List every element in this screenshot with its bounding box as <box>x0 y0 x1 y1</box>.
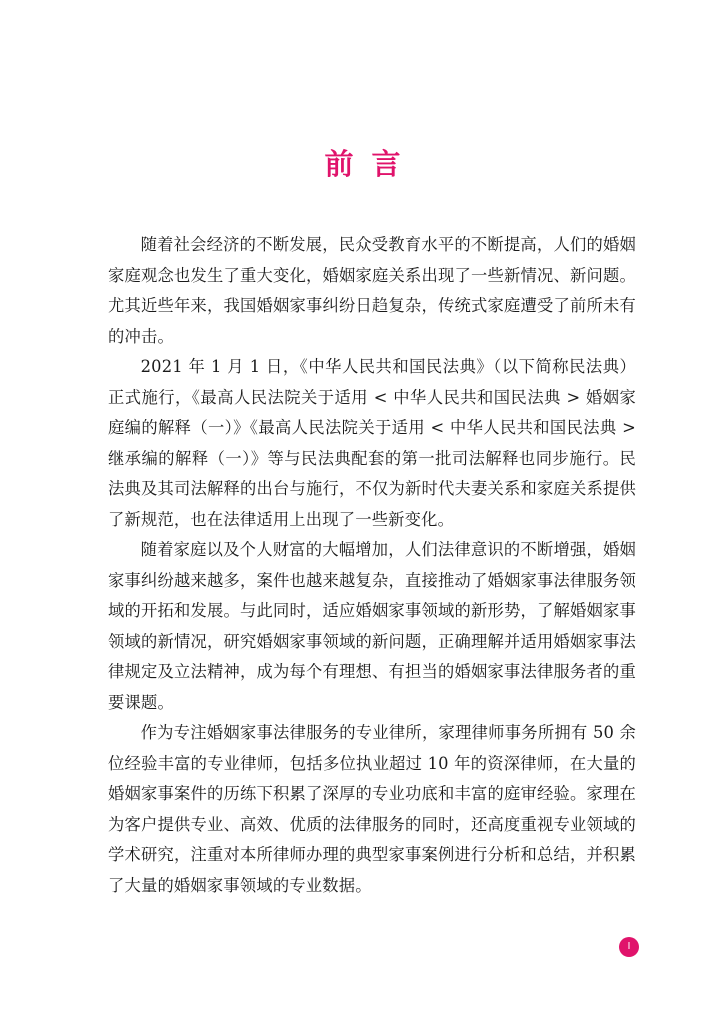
page-title: 前言 <box>324 147 419 181</box>
page-number-badge: I <box>619 937 639 957</box>
body-text <box>108 230 636 901</box>
paragraph-4: 作为专注婚姻家事法律服务的专业律所，家理律师事务所拥有 50 余位经验丰富的专业律师，包括多位执业超过 10 年的资深律师，在大量的婚姻家事案件的历练下积累了深厚的专业功底和丰富的庭审经验。家理在为客户提供专业、高效、优质的法律服务的同时，还高度重视专业领域的学术研究，注重对本所律师办理的典型家事案例进行分析和总结，并积累了大量的婚姻家事领域的专业数据。 <box>108 723 636 895</box>
paragraph-3: 随着家庭以及个人财富的大幅增加，人们法律意识的不断增强，婚姻家事纠纷越来越多，案件也越来越复杂，直接推动了婚姻家事法律服务领域的开拓和发展。与此同时，适应婚姻家事领域的新形势，了解婚姻家事领域的新情况，研究婚姻家事领域的新问题，正确理解并适用婚姻家事法律规定及立法精神，成为每个有理想、有担当的婚姻家事法律服务者的重要课题。 <box>108 540 636 712</box>
paragraph-2: 2021 年 1 月 1 日，《中华人民共和国民法典》（以下简称民法典）正式施行，《最高人民法院关于适用 < 中华人民共和国民法典 > 婚姻家庭编的解释（一）》《最高人民法院关于适用 < 中华人民共和国民法典 > 继承编的解释（一）》等与民法典配套的第一批司法解释也同步施行。民法典及其司法解释的出台与施行，不仅为新时代夫妻关系和家庭关系提供了新规范，也在法律适用上出现了一些新变化。 <box>108 357 636 529</box>
paragraph-1: 随着社会经济的不断发展，民众受教育水平的不断提高，人们的婚姻家庭观念也发生了重大变化，婚姻家庭关系出现了一些新情况、新问题。尤其近些年来，我国婚姻家事纠纷日趋复杂，传统式家庭遭受了前所未有的冲击。 <box>108 235 636 346</box>
